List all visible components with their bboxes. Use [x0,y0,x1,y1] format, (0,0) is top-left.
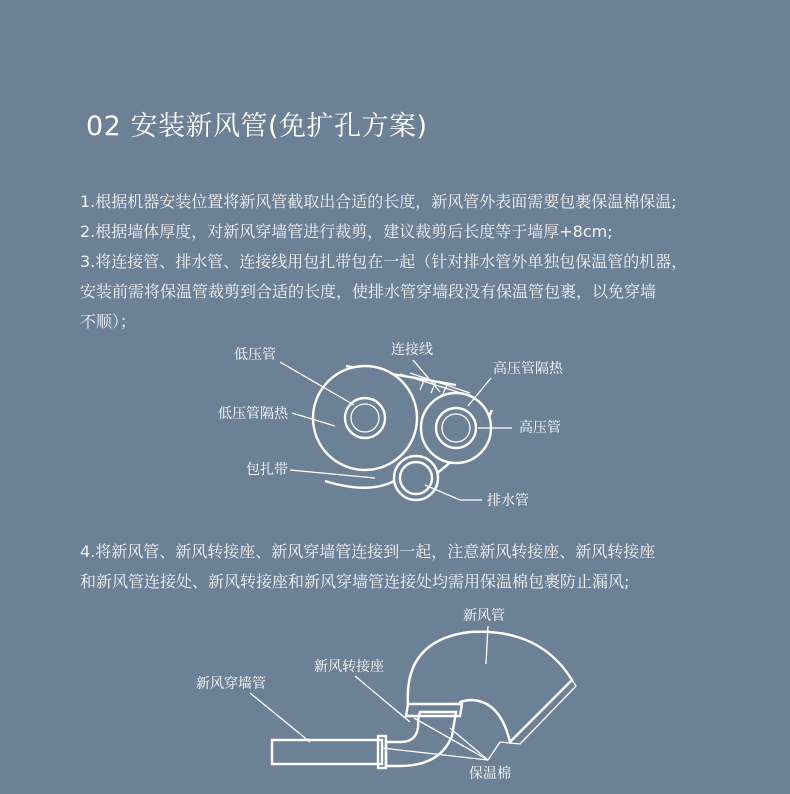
label-adapter-seat: 新风转接座 [314,659,384,675]
step-4-text-line-2: 和新风管连接处、新风转接座和新风穿墙管连接处均需用保温棉包裹防止漏风; [80,572,630,591]
step-1-text: 1.根据机器安装位置将新风管截取出合适的长度，新风管外表面需要包裹保温棉保温; [80,192,677,211]
label-drain-pipe: 排水管 [487,493,529,509]
instructions-step-4 [80,537,655,597]
label-wall-pipe: 新风穿墙管 [196,676,266,692]
instructions-steps-1-3 [80,187,687,337]
insulation-band-2 [406,704,462,716]
step-2-text: 2.根据墙体厚度，对新风穿墙管进行裁剪，建议裁剪后长度等于墙厚+8cm; [80,222,613,241]
step-4-text-line-1: 4.将新风管、新风转接座、新风穿墙管连接到一起，注意新风转接座、新风转接座 [80,542,656,561]
label-fresh-air-pipe: 新风管 [463,608,505,624]
step-3-text-line-1: 3.将连接管、排水管、连接线用包扎带包在一起（针对排水管外单独包保温管的机器， [80,252,688,271]
label-high-pressure-insulation: 高压管隔热 [493,361,563,377]
low-pressure-pipe-shape [313,366,417,470]
label-low-pressure-pipe: 低压管 [234,347,276,363]
drain-pipe-shape [394,456,438,500]
section-title: 02 安装新风管(免扩孔方案) [86,111,428,142]
label-connecting-wire: 连接线 [391,342,433,358]
step-3-text-line-2: 安装前需将保温管裁剪到合适的长度，使排水管穿墙段没有保温管包裹，以免穿墙 [80,282,657,301]
label-binding-tape: 包扎带 [246,462,288,478]
wall-pipe-shape [272,740,382,764]
duct-assembly-diagram [0,600,790,794]
label-low-pressure-insulation: 低压管隔热 [218,406,288,422]
adapter-seat-shape [386,712,456,766]
label-insulation-cotton: 保温棉 [469,766,511,782]
step-3-text-line-3: 不顺）； [80,312,137,331]
label-high-pressure-pipe: 高压管 [519,420,561,436]
fresh-air-duct-shape [408,632,572,742]
duct-end-rim [500,680,576,744]
pipe-bundle-diagram [0,330,790,520]
